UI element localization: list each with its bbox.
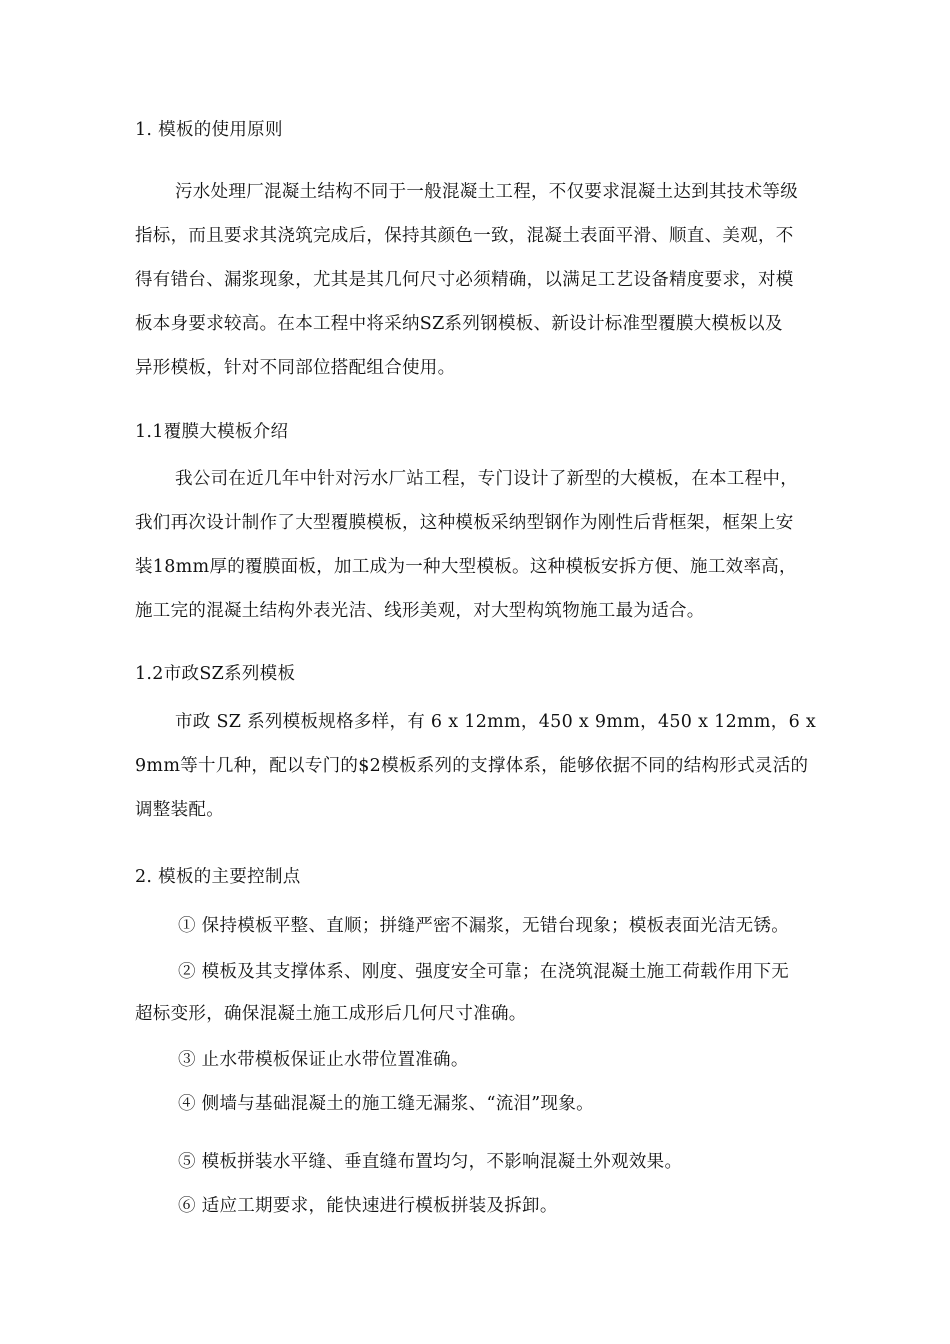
section-heading-1: 1. 模板的使用原则 <box>135 120 283 140</box>
paragraph-line: 市政 SZ 系列模板规格多样，有 6 x 12mm，450 x 9mm，450 x 12mm，6 x <box>175 712 817 732</box>
list-item: ③ 止水带模板保证止水带位置准确。 <box>178 1050 469 1070</box>
list-item: ⑥ 适应工期要求，能快速进行模板拼装及拆卸。 <box>178 1196 558 1216</box>
list-item: ⑤ 模板拼装水平缝、垂直缝布置均匀，不影响混凝土外观效果。 <box>178 1152 683 1172</box>
paragraph-line: 污水处理厂混凝土结构不同于一般混凝土工程，不仅要求混凝土达到其技术等级 <box>175 182 798 202</box>
paragraph-line: 我们再次设计制作了大型覆膜模板，这种模板采纳型钢作为刚性后背框架，框架上安 <box>135 513 794 533</box>
paragraph-line: 装18mm厚的覆膜面板，加工成为一种大型模板。这种模板安拆方便、施工效率高， <box>135 557 797 577</box>
section-heading-2: 2. 模板的主要控制点 <box>135 867 301 887</box>
section-heading-1-2: 1.2市政SZ系列模板 <box>135 664 296 684</box>
list-item: ② 模板及其支撑体系、刚度、强度安全可靠；在浇筑混凝土施工荷载作用下无 <box>178 962 790 982</box>
paragraph-line: 异形模板，针对不同部位搭配组合使用。 <box>135 358 456 378</box>
list-item: ④ 侧墙与基础混凝土的施工缝无漏浆、“流泪”现象。 <box>178 1094 594 1114</box>
paragraph-line: 施工完的混凝土结构外表光洁、线形美观，对大型构筑物施工最为适合。 <box>135 601 705 621</box>
paragraph-line: 调整装配。 <box>135 800 224 820</box>
paragraph-line: 指标，而且要求其浇筑完成后，保持其颜色一致，混凝土表面平滑、顺直、美观，不 <box>135 226 794 246</box>
paragraph-line: 板本身要求较高。在本工程中将采纳SZ系列钢模板、新设计标准型覆膜大模板以及 <box>135 314 783 334</box>
section-heading-1-1: 1.1覆膜大模板介绍 <box>135 422 289 442</box>
list-item: ① 保持模板平整、直顺；拼缝严密不漏浆，无错台现象；模板表面光洁无锈。 <box>178 916 790 936</box>
paragraph-line: 9mm等十几种，配以专门的$2模板系列的支撑体系，能够依据不同的结构形式灵活的 <box>135 756 809 776</box>
list-item-continuation: 超标变形，确保混凝土施工成形后几何尺寸准确。 <box>135 1004 527 1024</box>
paragraph-line: 得有错台、漏浆现象，尤其是其几何尺寸必须精确，以满足工艺设备精度要求，对模 <box>135 270 794 290</box>
paragraph-line: 我公司在近几年中针对污水厂站工程，专门设计了新型的大模板，在本工程中， <box>175 469 798 489</box>
